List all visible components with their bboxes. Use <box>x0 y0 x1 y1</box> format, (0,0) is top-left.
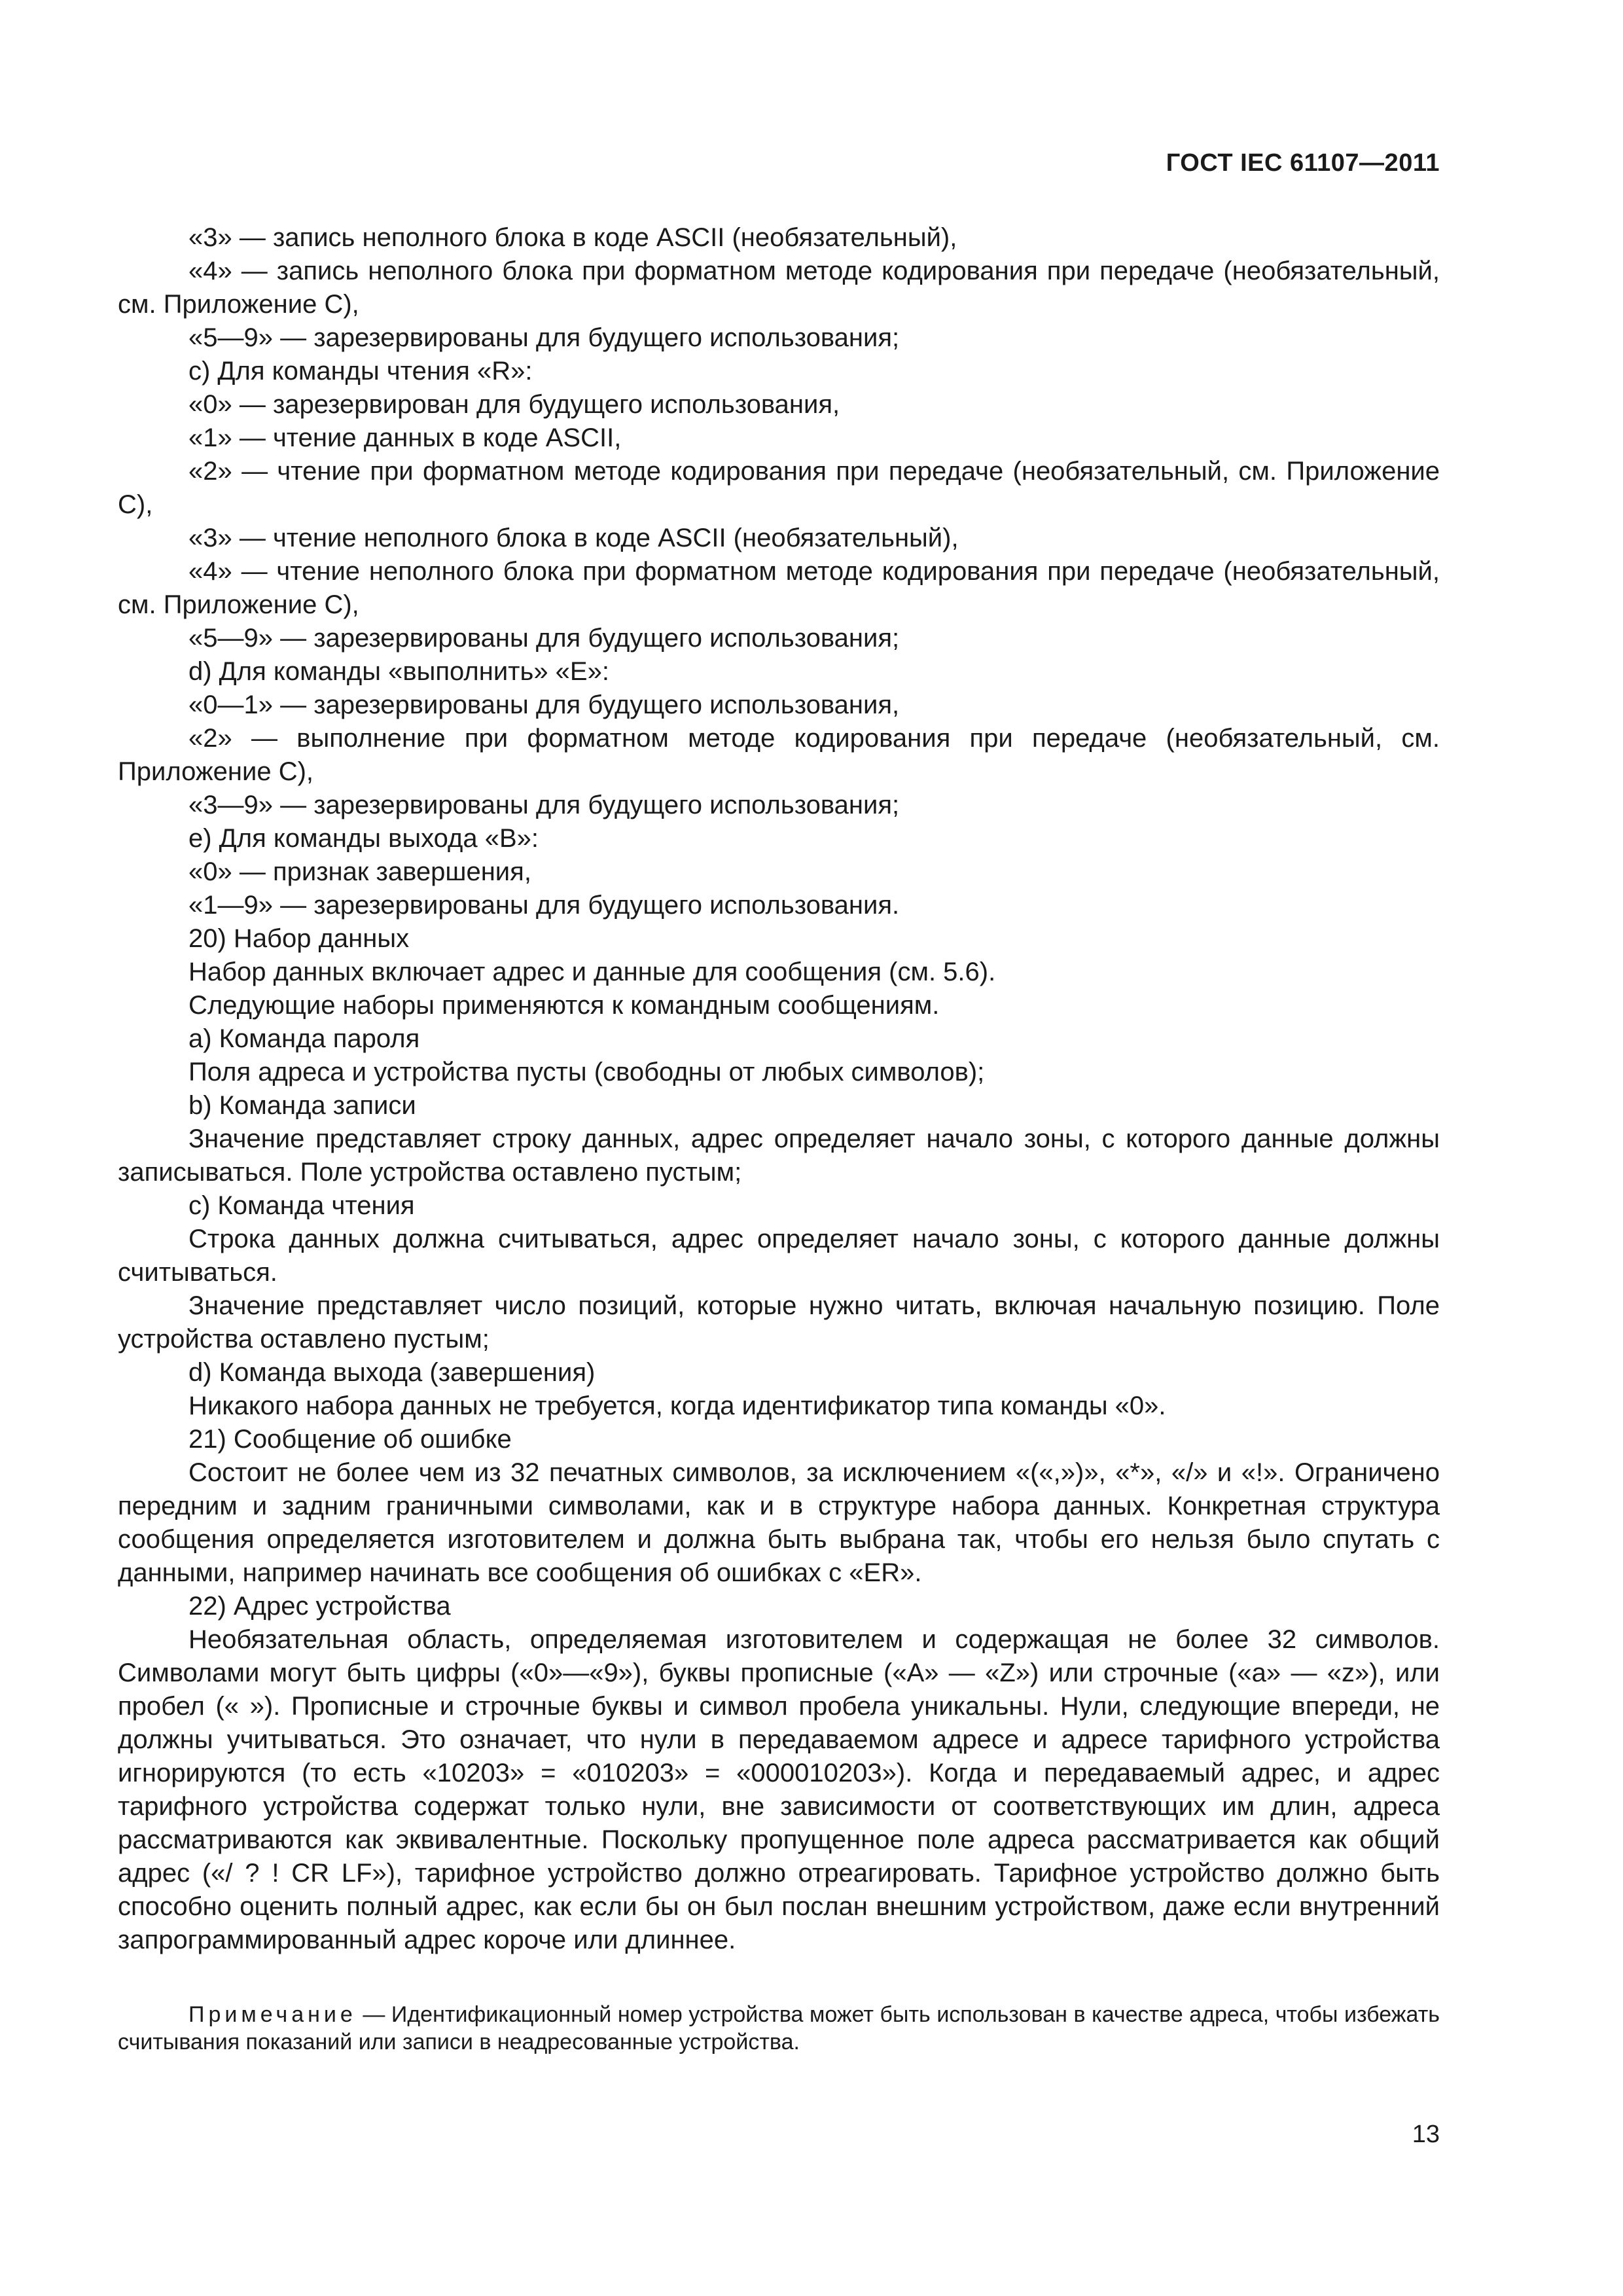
paragraph: Набор данных включает адрес и данные для сообщения (см. 5.6). <box>188 958 996 986</box>
paragraph: «3» — запись неполного блока в коде ASCII (необязательный), <box>188 223 957 252</box>
paragraph: «5—9» — зарезервированы для будущего использования; <box>188 323 900 352</box>
paragraph: «0» — признак завершения, <box>188 857 531 886</box>
paragraph: Значение представляет строку данных, адрес определяет начало зоны, с которого данные должны записываться. Поле устройства оставлено пустым; <box>118 1124 1440 1187</box>
paragraph: c) Команда чтения <box>188 1191 415 1220</box>
paragraph: «0—1» — зарезервированы для будущего использования, <box>188 691 900 719</box>
paragraph: a) Команда пароля <box>188 1024 420 1053</box>
note-label: Примечание <box>188 2002 357 2027</box>
paragraph: «2» — выполнение при форматном методе кодирования при передаче (необязательный, см. Приложение C), <box>118 724 1440 786</box>
paragraph: Никакого набора данных не требуется, когда идентификатор типа команды «0». <box>188 1391 1166 1420</box>
paragraph: «3» — чтение неполного блока в коде ASCII (необязательный), <box>188 524 959 552</box>
note-paragraph <box>118 2001 1440 2056</box>
paragraph: d) Команда выхода (завершения) <box>188 1358 596 1387</box>
section-heading: 21) Сообщение об ошибке <box>188 1425 512 1454</box>
paragraph: «0» — зарезервирован для будущего использования, <box>188 390 840 419</box>
paragraph: e) Для команды выхода «B»: <box>188 824 539 853</box>
note-text: — Идентификационный номер устройства может быть использован в качестве адреса, чтобы избежать считывания показаний или записи в неадресованные устройства. <box>118 2002 1440 2054</box>
paragraph: «5—9» — зарезервированы для будущего использования; <box>188 624 900 653</box>
paragraph: Поля адреса и устройства пусты (свободны от любых символов); <box>188 1058 985 1086</box>
section-heading: 20) Набор данных <box>188 924 410 953</box>
paragraph: «2» — чтение при форматном методе кодирования при передаче (необязательный, см. Приложение C), <box>118 457 1440 519</box>
paragraph: «3—9» — зарезервированы для будущего использования; <box>188 791 900 819</box>
paragraph: Необязательная область, определяемая изготовителем и содержащая не более 32 символов. Символами могут быть цифры («0»—«9»), буквы прописные («A» — «Z») или строчные («a» — «z»), или пробел (« »). Прописные и строчные буквы и символ пробела уникальны. Нули, следующие впереди, не должны учитываться. Это означает, что нули в передаваемом адресе и адресе тарифного устройства игнорируются (то есть «10203» = «010203» = «000010203»). Когда и передаваемый адрес, и адрес тарифного устройства содержат только нули, вне зависимости от соответствующих им длин, адреса рассматриваются как эквивалентные. Поскольку пропущенное поле адреса рассматривается как общий адрес («/ ? ! CR LF»), тарифное устройство должно отреагировать. Тарифное устройство должно быть способно оценить полный адрес, как если бы он был послан внешним устройством, даже если внутренний запрограммированный адрес короче или длиннее. <box>118 1625 1440 1954</box>
paragraph: Строка данных должна считываться, адрес определяет начало зоны, с которого данные должны считываться. <box>118 1225 1440 1287</box>
paragraph: Состоит не более чем из 32 печатных символов, за исключением «(«,»)», «*», «/» и «!». Ограничено передним и задним граничными символами, как и в структуре набора данных. Конкретная структура сообщения определяется изготовителем и должна быть выбрана так, чтобы его нельзя было спутать с данными, например начинать все сообщения об ошибках с «ER». <box>118 1458 1440 1587</box>
paragraph: b) Команда записи <box>188 1091 416 1120</box>
paragraph: Следующие наборы применяются к командным сообщениям. <box>188 991 940 1020</box>
page-number: 13 <box>1412 2121 1440 2148</box>
document-body <box>118 221 1440 1957</box>
paragraph: c) Для команды чтения «R»: <box>188 357 533 386</box>
paragraph: d) Для команды «выполнить» «E»: <box>188 657 609 686</box>
section-heading: 22) Адрес устройства <box>188 1592 451 1621</box>
paragraph: «4» — запись неполного блока при форматном методе кодирования при передаче (необязательный, см. Приложение C), <box>118 257 1440 319</box>
paragraph: «1» — чтение данных в коде ASCII, <box>188 423 622 452</box>
paragraph: Значение представляет число позиций, которые нужно читать, включая начальную позицию. Поле устройства оставлено пустым; <box>118 1291 1440 1354</box>
paragraph: «4» — чтение неполного блока при форматном методе кодирования при передаче (необязательный, см. Приложение C), <box>118 557 1440 619</box>
document-header: ГОСТ IEC 61107—2011 <box>1166 149 1440 177</box>
paragraph: «1—9» — зарезервированы для будущего использования. <box>188 891 900 920</box>
note <box>118 2001 1440 2056</box>
